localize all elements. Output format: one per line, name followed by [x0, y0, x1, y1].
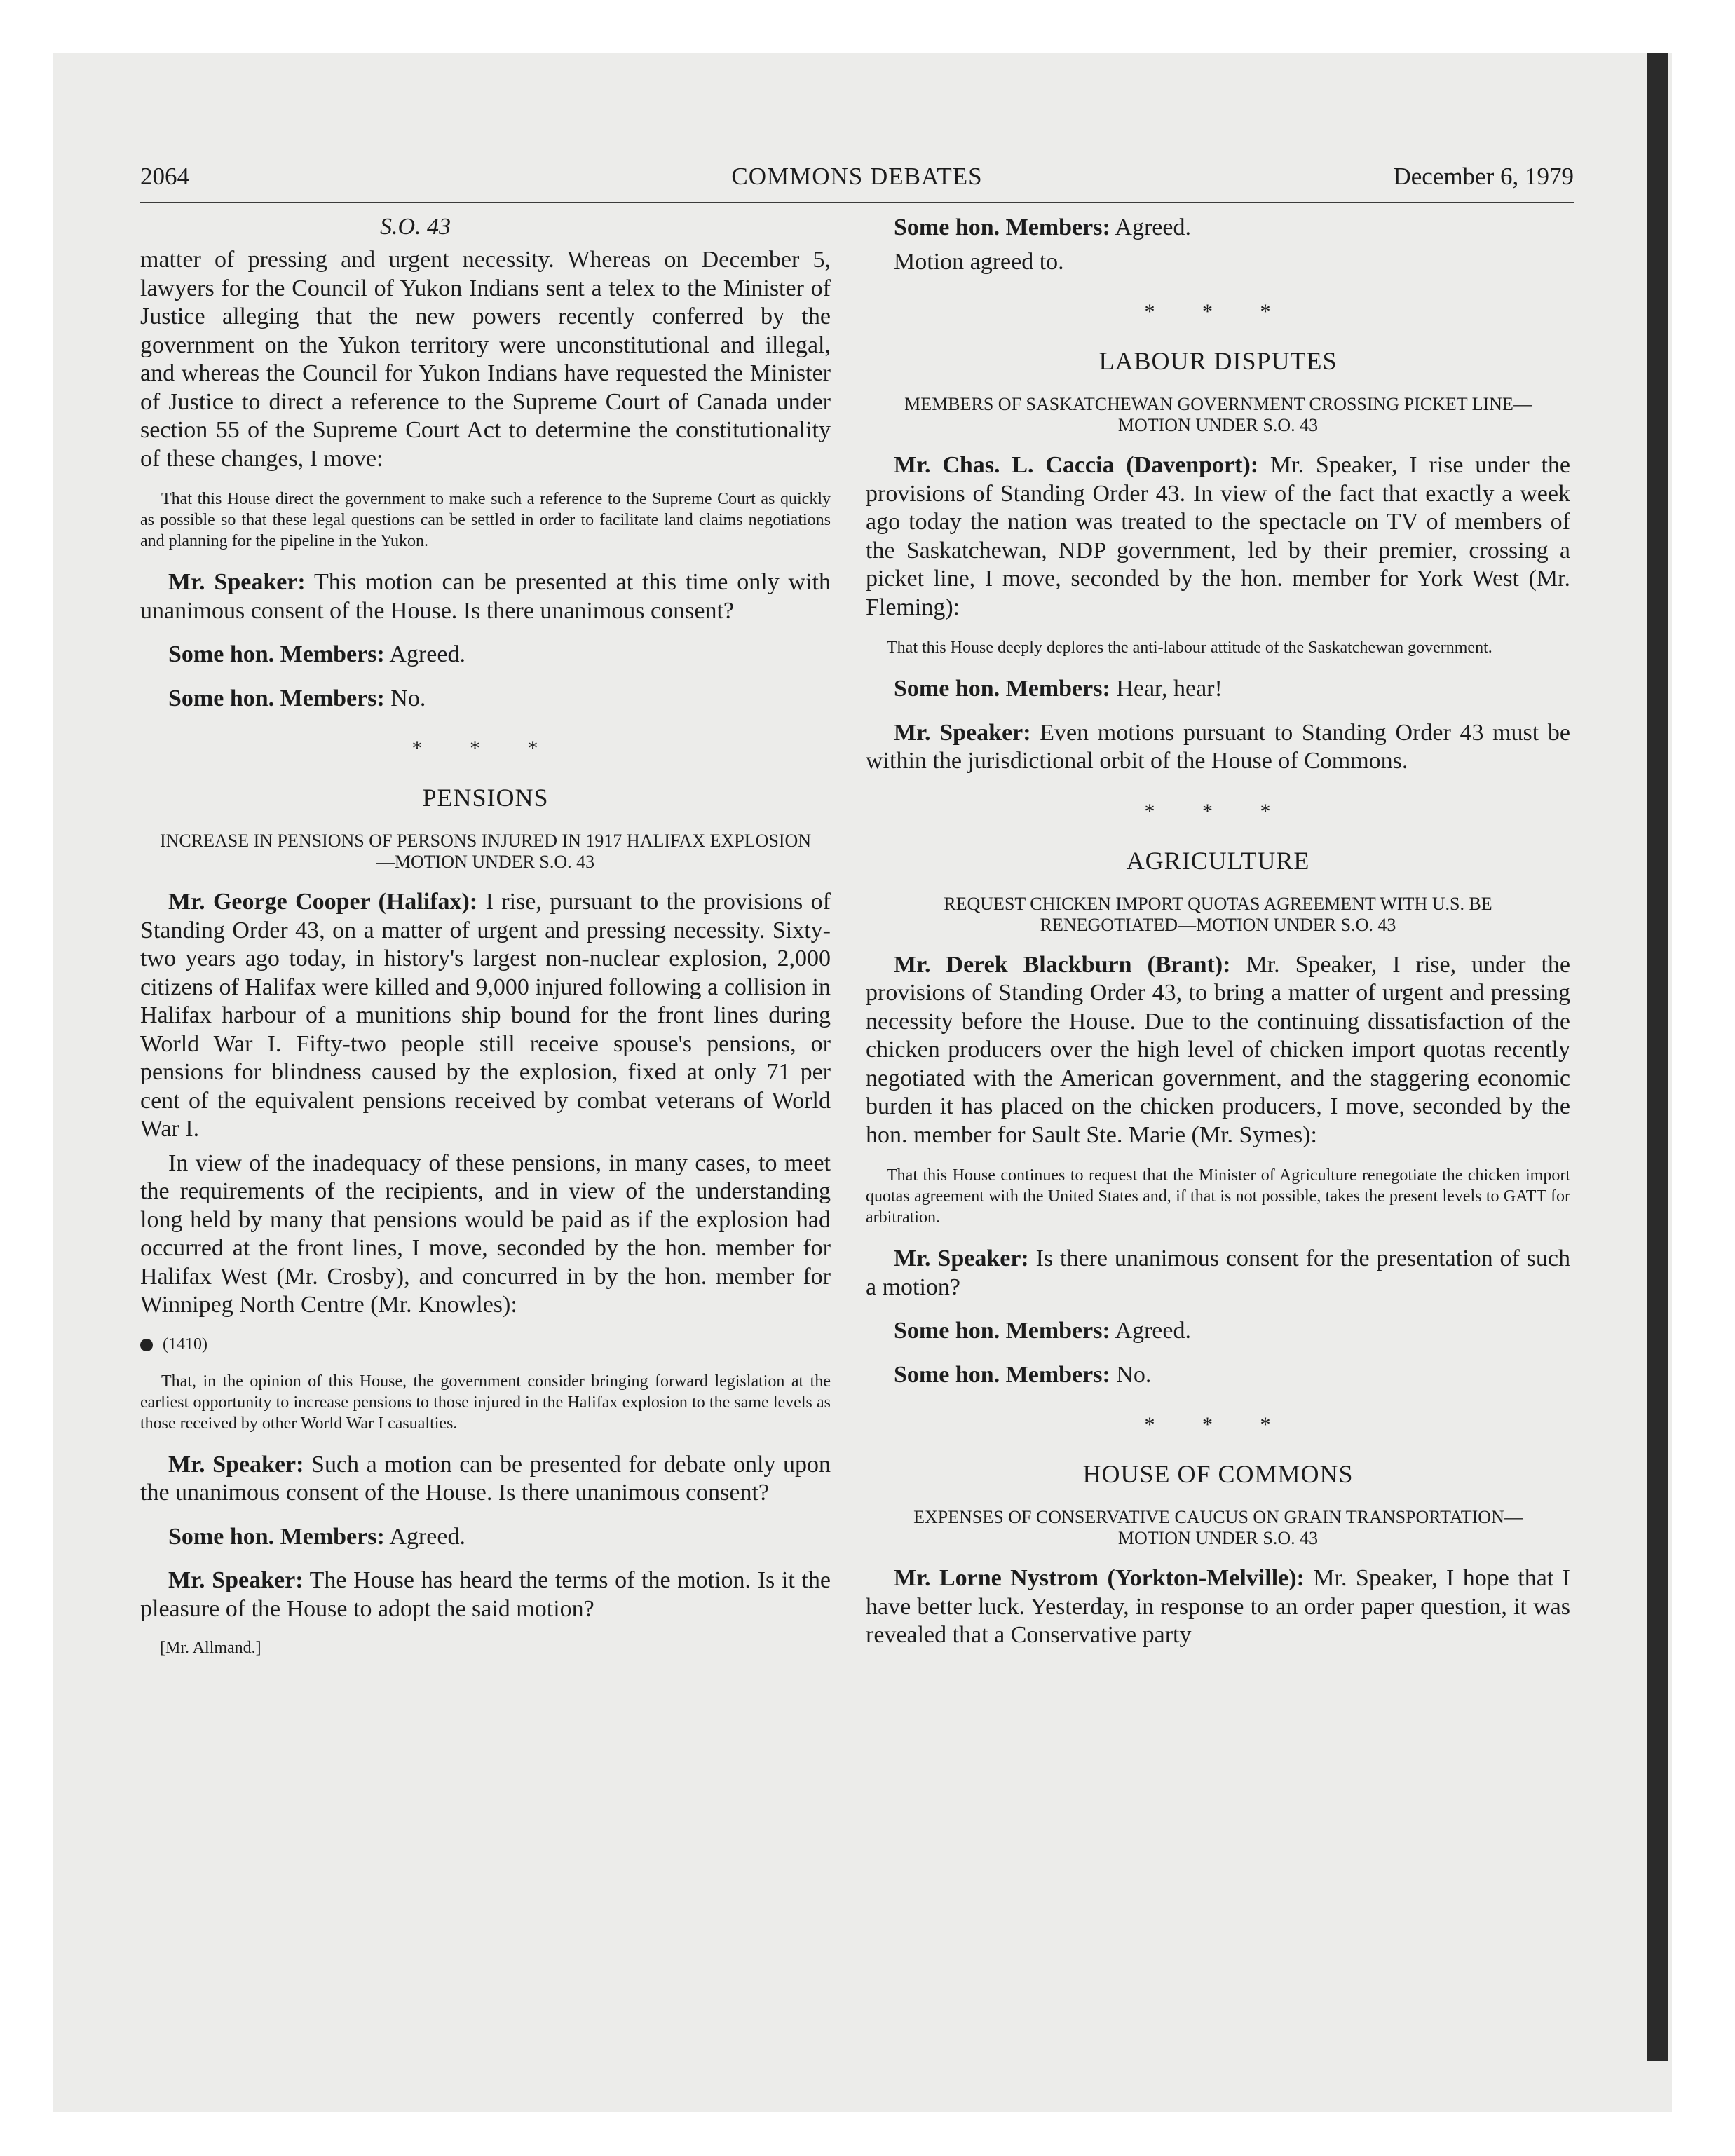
speech-paragraph [140, 1567, 831, 1623]
speech-paragraph [140, 1451, 831, 1508]
speech-paragraph [866, 451, 1570, 622]
speaker-name: Some hon. Members: [894, 1318, 1110, 1344]
speech-text: Mr. Speaker, I rise, under the provisions of Standing Order 43, to bring a matter of urgent and pressing necessity before the House. Due to the continuing dissatisfaction of the chicken producers over the high level of chicken import quotas recently negotiated with the American government, and the staggering economic burden it has placed on the chicken producers, I move, seconded by the hon. member for Sault Ste. Marie (Mr. Symes): [866, 951, 1570, 1148]
speech-paragraph [140, 888, 831, 1144]
speaker-name: Mr. Speaker: [168, 1451, 304, 1478]
time-mark-text: (1410) [163, 1335, 207, 1353]
speech-paragraph [866, 214, 1570, 243]
section-subheading: MEMBERS OF SASKATCHEWAN GOVERNMENT CROSSING PICKET LINE—MOTION UNDER S.O. 43 [904, 394, 1532, 435]
speech-text: Agreed. [1115, 1318, 1191, 1344]
time-marker [140, 1335, 831, 1354]
speaker-name: Mr. Speaker: [168, 1567, 304, 1593]
speech-text: The House has heard the terms of the motion. Is it the pleasure of the House to adopt the said motion? [140, 1567, 831, 1622]
speech-paragraph [140, 1523, 831, 1552]
section-subheading: EXPENSES OF CONSERVATIVE CAUCUS ON GRAIN TRANSPORTATION—MOTION UNDER S.O. 43 [913, 1507, 1523, 1548]
speaker-name: Mr. Lorne Nystrom (Yorkton-Melville): [894, 1565, 1305, 1591]
page-date: December 6, 1979 [1393, 163, 1574, 190]
motion-text: That this House continues to request that the Minister of Agriculture renegotiate the chicken import quotas agreement with the United States and, if that is not possible, takes the present levels to GATT for arbitration. [866, 1166, 1570, 1227]
motion-text: That this House direct the government to make such a reference to the Supreme Court as quickly as possible so that these legal questions can be settled in order to facilitate land claims negotiations and planning for the pipeline in the Yukon. [140, 490, 831, 550]
bullet-icon [140, 1339, 153, 1351]
speaker-name: Some hon. Members: [894, 1361, 1110, 1388]
section-heading: LABOUR DISPUTES [1098, 347, 1338, 375]
speech-paragraph [866, 951, 1570, 1150]
section-heading: HOUSE OF COMMONS [1082, 1460, 1354, 1488]
speech-text: No. [390, 685, 426, 711]
page-number: 2064 [140, 163, 189, 190]
footnote: [Mr. Allmand.] [160, 1639, 261, 1657]
speaker-name: Mr. Chas. L. Caccia (Davenport): [894, 452, 1259, 478]
speaker-name: Mr. Speaker: [168, 569, 306, 595]
section-subheading: INCREASE IN PENSIONS OF PERSONS INJURED IN 1917 HALIFAX EXPLOSION—MOTION UNDER S.O. 43 [159, 831, 812, 872]
speech-paragraph [866, 1245, 1570, 1302]
speech-text: Agreed. [1115, 214, 1191, 240]
section-heading: PENSIONS [422, 784, 549, 812]
speaker-name: Some hon. Members: [168, 685, 385, 711]
section-separator: * * * [1144, 799, 1292, 823]
speech-paragraph [866, 1564, 1570, 1650]
speech-paragraph [866, 675, 1570, 704]
section-separator: * * * [1144, 1413, 1292, 1436]
speech-text: Agreed. [389, 641, 465, 667]
speech-paragraph [866, 719, 1570, 776]
speaker-name: Some hon. Members: [894, 676, 1110, 702]
speech-text: Mr. Speaker, I rise under the provisions of Standing Order 43. In view of the fact that exactly a week ago today the nation was treated to the spectacle on TV of members of the Saskatchewan, NDP government, led by their premier, crossing a picket line, I move, seconded by the hon. member for York West (Mr. Fleming): [866, 452, 1571, 620]
speech-paragraph [140, 685, 831, 714]
speaker-name: Some hon. Members: [168, 641, 385, 667]
speaker-name: Mr. Speaker: [894, 1246, 1029, 1271]
right-column [866, 214, 1570, 1665]
speaker-name: Some hon. Members: [894, 214, 1110, 240]
speech-paragraph [866, 1361, 1570, 1390]
speech-paragraph [140, 568, 831, 625]
page-header [140, 163, 1574, 203]
speech-text: Even motions pursuant to Standing Order 43 must be within the jurisdictional orbit of the House of Commons. [866, 719, 1571, 774]
standing-order-label: S.O. 43 [379, 214, 451, 240]
speech-text: Agreed. [389, 1523, 465, 1550]
speaker-name: Mr. Speaker: [894, 719, 1031, 746]
speaker-name: Mr. George Cooper (Halifax): [168, 889, 478, 915]
speaker-name: Mr. Derek Blackburn (Brant): [894, 951, 1231, 978]
section-subheading: REQUEST CHICKEN IMPORT QUOTAS AGREEMENT WITH U.S. BE RENEGOTIATED—MOTION UNDER S.O. 43 [944, 893, 1492, 935]
speech-text: No. [1116, 1361, 1152, 1388]
scan-edge-bar [1647, 53, 1668, 2061]
speech-text: Such a motion can be presented for debate only upon the unanimous consent of the House. Is there unanimous consent? [140, 1451, 831, 1506]
intro-paragraph: matter of pressing and urgent necessity. Whereas on December 5, lawyers for the Council of Yukon Indians sent a telex to the Minister of Justice alleging that the new powers recently conferred by the government on the Yukon territory were unconstitutional and illegal, and whereas the Council for Yukon Indians have requested the Minister of Justice to direct a reference to the Supreme Court of Canada under section 55 of the Supreme Court Act to determine the constitutionality of these changes, I move: [140, 247, 831, 472]
speech-text: Mr. Speaker, I hope that I have better luck. Yesterday, in response to an order paper question, it was revealed that a Conservative party [866, 1565, 1571, 1648]
section-separator: * * * [1144, 300, 1292, 323]
left-column [140, 214, 831, 1658]
motion-text: That, in the opinion of this House, the government consider bringing forward legislation at the earliest opportunity to increase pensions to those injured in the Halifax explosion to the same levels as those received by other World War I casualties. [140, 1372, 831, 1433]
section-heading: AGRICULTURE [1126, 846, 1310, 875]
speech-paragraph [140, 641, 831, 669]
speaker-name: Some hon. Members: [168, 1523, 385, 1550]
motion-result: Motion agreed to. [894, 248, 1064, 275]
speech-text: This motion can be presented at this time only with unanimous consent of the House. Is there unanimous consent? [140, 569, 831, 624]
motion-text: That this House deeply deplores the anti-labour attitude of the Saskatchewan government. [887, 639, 1492, 657]
publication-title: COMMONS DEBATES [731, 163, 983, 190]
speech-text: Hear, hear! [1116, 676, 1223, 702]
section-separator: * * * [411, 737, 559, 760]
speech-paragraph [866, 1317, 1570, 1346]
speech-paragraph: In view of the inadequacy of these pensions, in many cases, to meet the requirements of the recipients, and in view of the understanding long held by many that pensions would be paid as if the explosion had occurred at the front lines, I move, seconded by the hon. member for Halifax West (Mr. Crosby), and concurred in by the hon. member for Winnipeg North Centre (Mr. Knowles): [140, 1149, 831, 1318]
speech-text: Is there unanimous consent for the presentation of such a motion? [866, 1246, 1571, 1300]
speech-text: I rise, pursuant to the provisions of Standing Order 43, on a matter of urgent and pressing necessity. Sixty-two years ago today, in history's largest non-nuclear explosion, 2,000 citizens of Halifax were killed and 9,000 injured following a collision in Halifax harbour of a munitions ship bound for the front lines during World War I. Fifty-two people still receive spouse's pensions, or pensions for blindness caused by the explosion, fixed at only 71 per cent of the equivalent pensions received by combat veterans of World War I. [140, 889, 831, 1142]
